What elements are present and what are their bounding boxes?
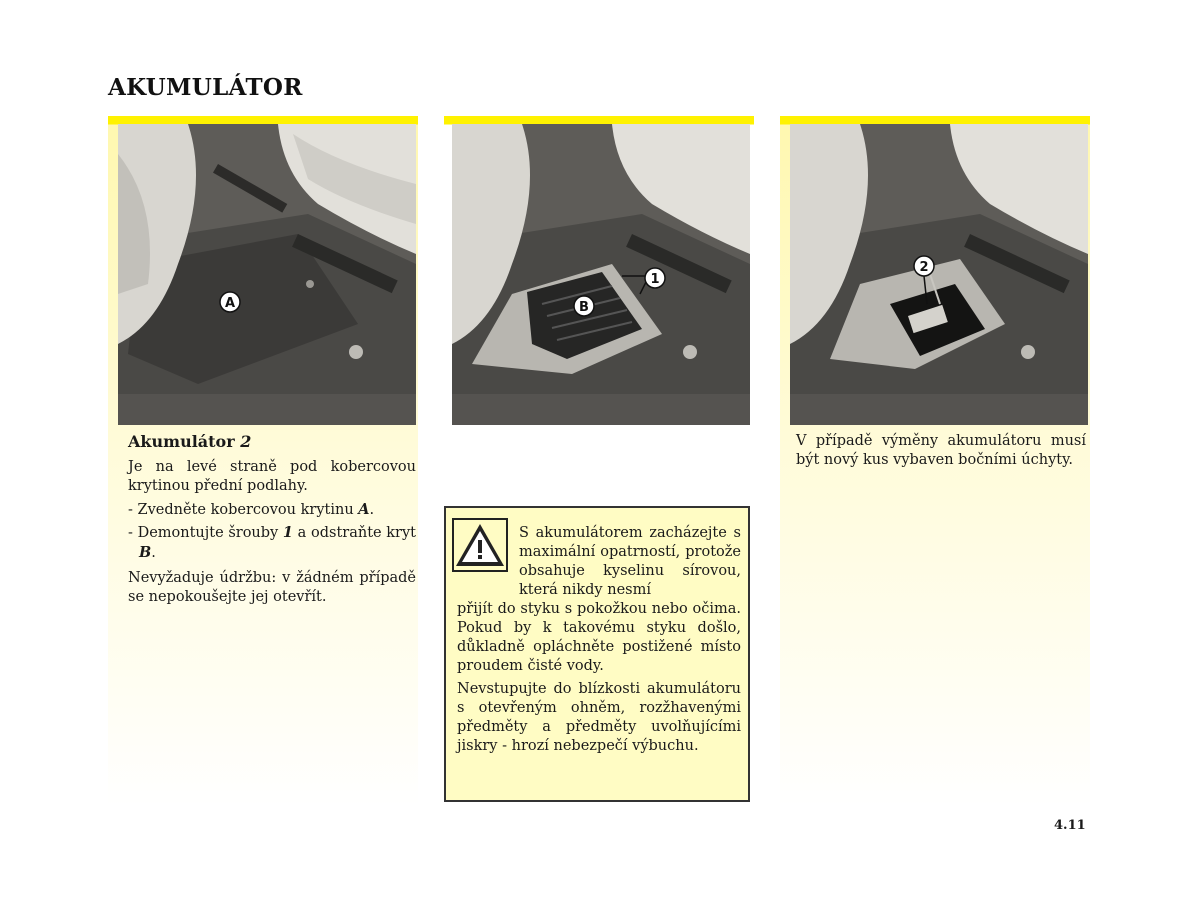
step2-ref2: B [139, 544, 152, 561]
warning-triangle-icon [452, 518, 508, 572]
page-title: AKUMULÁTOR [108, 74, 303, 101]
intro-paragraph: Je na levé straně pod kobercovou krytinou přední podlahy. [128, 459, 416, 494]
section-heading [128, 432, 251, 451]
step2-ref1: 1 [282, 524, 294, 541]
step1-text: - Zvedněte kobercovou krytinu [128, 502, 359, 518]
step-remove-screws [128, 523, 416, 563]
step1-ref: A [358, 501, 370, 518]
photo-battery-exposed [790, 124, 1088, 425]
step2-end: . [151, 545, 156, 561]
warning-box [444, 506, 750, 802]
section-heading-ref: 2 [240, 432, 252, 451]
step-lift-carpet [128, 500, 416, 520]
warning-paragraph-1-start: S akumulátorem zacházejte s maximální opatrností, protože obsahuje kyselinu sírovou, která nikdy nesmí [519, 525, 741, 598]
maintenance-note: Nevyžaduje údržbu: v žádném případě se nepokoušejte jej otevřít. [128, 570, 416, 605]
warning-paragraph-1-end: přijít do styku s pokožkou nebo očima. Pokud by k takovému styku došlo, důkladně opláchněte postižené místo proudem čisté vody. [457, 601, 741, 674]
right-column-text: V případě výměny akumulátoru musí být nový kus vybaven bočními úchyty. [796, 433, 1086, 468]
photo-floor-carpet [118, 124, 416, 425]
step1-end: . [369, 502, 375, 518]
callout-label-b: B [579, 300, 589, 315]
photo-battery-cover [452, 124, 750, 425]
callout-label-1: 1 [650, 272, 660, 287]
warning-paragraph-2: Nevstupujte do blízkosti akumulátoru s otevřeným ohněm, rozžhavenými předměty a předměty uvolňujícími jiskry - hrozí nebezpečí výbuchu. [457, 681, 741, 754]
left-column-text [128, 458, 416, 611]
step2-text: - Demontujte šrouby [128, 525, 283, 541]
callout-label-2: 2 [919, 260, 929, 275]
step2-mid: a odstraňte kryt [293, 525, 416, 541]
section-heading-text: Akumulátor [128, 432, 235, 451]
page-number: 4.11 [1054, 818, 1086, 833]
callout-label-a: A [224, 296, 236, 311]
